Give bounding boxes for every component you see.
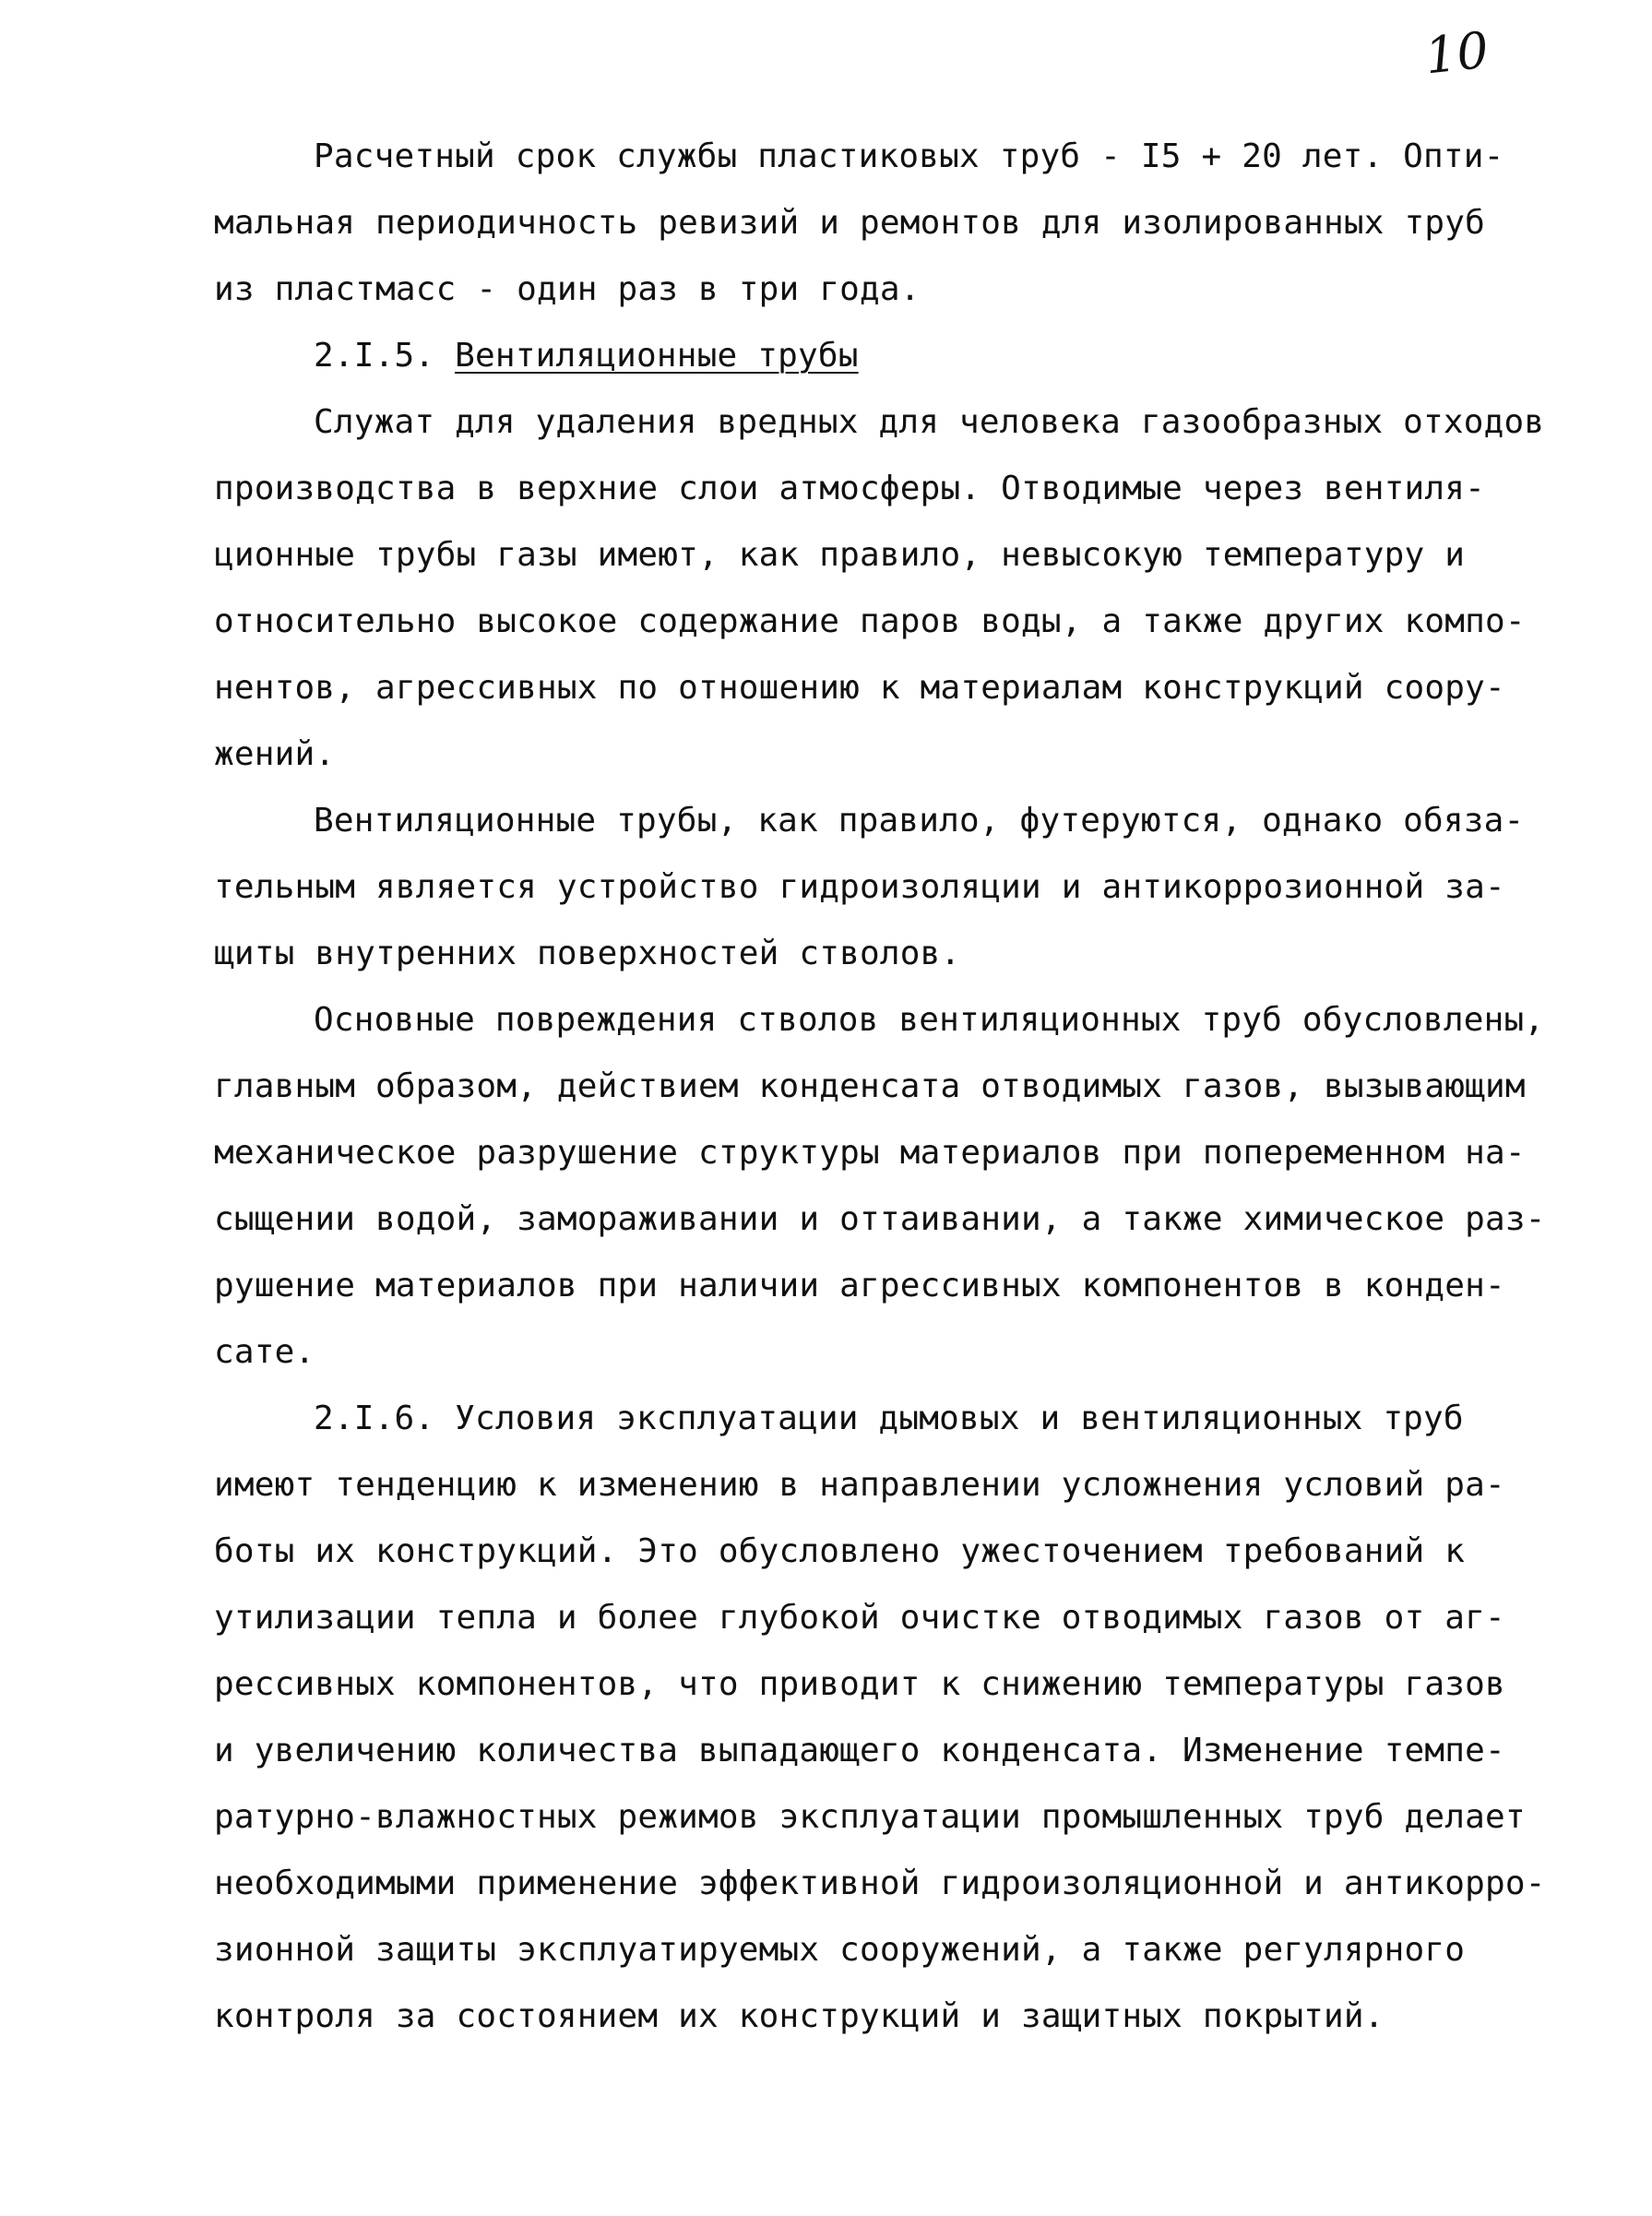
text-line: относительно высокое содержание паров воды, а также других компо- (214, 602, 1526, 640)
text-line: жений. (214, 735, 336, 773)
text-line: сате. (214, 1333, 315, 1371)
text-line: и увеличению количества выпадающего конденсата. Изменение темпе- (214, 1732, 1505, 1769)
body-text (214, 124, 1546, 2050)
text-line: из пластмасс - один раз в три года. (214, 270, 921, 308)
page-number: 10 (1421, 20, 1492, 86)
text-line: рессивных компонентов, что приводит к снижению температуры газов (214, 1665, 1505, 1703)
text-line: мальная периодичность ревизий и ремонтов для изолированных труб (214, 204, 1486, 242)
text-line: 2.I.6. Условия эксплуатации дымовых и вентиляционных труб (314, 1400, 1464, 1437)
text-line: тельным является устройство гидроизоляции и антикоррозионной за- (214, 868, 1505, 906)
text-line: Основные повреждения стволов вентиляционных труб обусловлены, (314, 1001, 1545, 1039)
text-line: боты их конструкций. Это обусловлено ужесточением требований к (214, 1532, 1466, 1570)
text-line: главным образом, действием конденсата отводимых газов, вызывающим (214, 1067, 1526, 1105)
text-line: ратурно-влажностных режимов эксплуатации промышленных труб делает (214, 1798, 1526, 1836)
text-line: производства в верхние слои атмосферы. Отводимые через вентиля- (214, 470, 1486, 507)
text-line: имеют тенденцию к изменению в направлении усложнения условий ра- (214, 1466, 1505, 1504)
section-number: 2.I.5. (314, 337, 435, 375)
section-heading-2-1-5 (214, 323, 1542, 389)
text-line: контроля за состоянием их конструкций и защитных покрытий. (214, 1997, 1385, 2035)
section-title: Вентиляционные трубы (455, 337, 859, 375)
text-line: нентов, агрессивных по отношению к материалам конструкций соору- (214, 669, 1505, 707)
text-line: Расчетный срок службы пластиковых труб - I5 + 20 лет. Опти- (314, 137, 1504, 175)
text-line: зионной защиты эксплуатируемых сооружений, а также регулярного (214, 1931, 1466, 1969)
text-line: ционные трубы газы имеют, как правило, невысокую температуру и (214, 536, 1466, 574)
text-line: сыщении водой, замораживании и оттаивании, а также химическое раз- (214, 1200, 1546, 1238)
text-line: Служат для удаления вредных для человека газообразных отходов (314, 403, 1545, 441)
text-line: утилизации тепла и более глубокой очистке отводимых газов от аг- (214, 1599, 1505, 1637)
text-line: Вентиляционные трубы, как правило, футеруются, однако обяза- (314, 802, 1525, 840)
text-line: щиты внутренних поверхностей стволов. (214, 935, 961, 972)
text-line: необходимыми применение эффективной гидроизоляционной и антикорро- (214, 1865, 1546, 1902)
text-line: рушение материалов при наличии агрессивных компонентов в конден- (214, 1267, 1505, 1305)
text-line: механическое разрушение структуры материалов при попеременном на- (214, 1134, 1526, 1172)
